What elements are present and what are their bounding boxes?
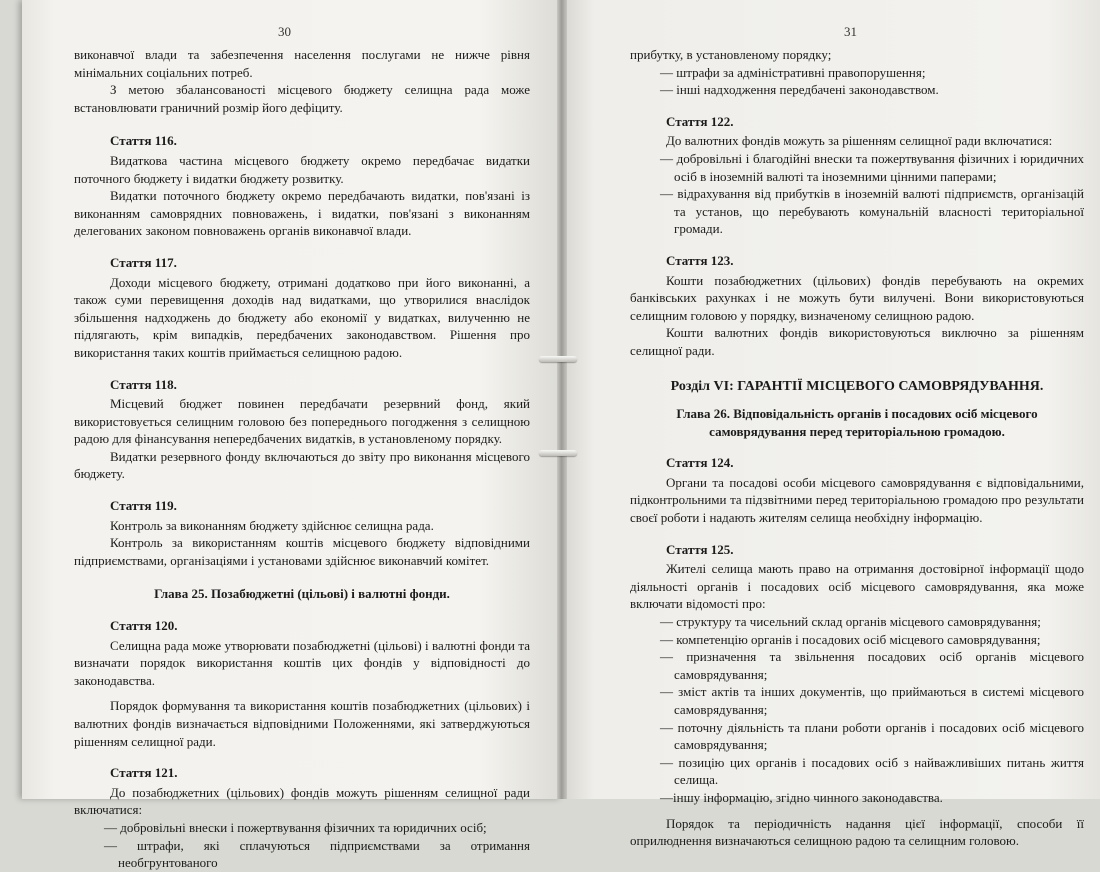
- article-119-paragraph-2: Контроль за використанням коштів місцевого бюджету відповідними підприємствами, організаціями і установами здійснює виконавчий комітет.: [74, 535, 530, 568]
- section-6-heading: Розділ VI: ГАРАНТІЇ МІСЦЕВОГО САМОВРЯДУВАННЯ.: [670, 378, 1044, 394]
- article-120-title: Стаття 120.: [110, 618, 178, 634]
- article-119-title: Стаття 119.: [110, 498, 177, 514]
- left-page: [22, 0, 562, 871]
- binding-stitch-lower: [539, 450, 577, 456]
- article-122-title: Стаття 122.: [666, 113, 734, 129]
- continuation-line-3: — інші надходження передбачені законодавством.: [660, 82, 939, 98]
- article-122-item-2: — відрахування від прибутків в іноземній валюті підприємств, організацій та установ, що перебувають комунальній власності територіальної громади.: [660, 186, 1084, 237]
- article-125-title: Стаття 125.: [666, 541, 734, 557]
- article-116-title: Стаття 116.: [110, 133, 177, 149]
- article-116-paragraph-2: Видатки поточного бюджету окремо передбачають видатки, пов'язані із виконанням самоврядних повноважень, і видатки, пов'язані з виконанням делегованих законом повноважень органів виконавчої влади.: [74, 188, 530, 239]
- article-119-paragraph-1: Контроль за виконанням бюджету здійснює селищна рада.: [110, 517, 434, 533]
- article-125-item-5: — поточну діяльність та плани роботи органів і посадових осіб місцевого самоврядування;: [660, 719, 1084, 753]
- article-117-paragraph-1: Доходи місцевого бюджету, отримані додатково при його виконанні, а також суми перевищення доходів над видатками, що утворилися внаслідок збільшення надходжень до бюджету або економії у видатках, вилученню не підлягають, крім випадків, передбачених законодавством. Рішення про використання таких коштів приймається селищною радою.: [74, 274, 530, 360]
- intro-paragraph-2: З метою збалансованості місцевого бюджету селищна рада може встановлювати граничний розмір його дефіциту.: [74, 82, 530, 115]
- chapter-25-heading: Глава 25. Позабюджетні (цільові) і валютні фонди.: [154, 586, 450, 602]
- article-125-item-4: — зміст актів та інших документів, що приймаються в системі місцевого самоврядування;: [660, 684, 1084, 717]
- article-125-item-6: — позицію цих органів і посадових осіб з найважливіших питань життя селища.: [660, 754, 1084, 788]
- article-120-paragraph-1: Селищна рада може утворювати позабюджетні (цільові) і валютні фонди та визначати порядок використання коштів цих фондів у відповідності до законодавства.: [74, 637, 530, 688]
- right-page: [562, 0, 1100, 849]
- article-122-item-1: — добровільні і благодійні внески та пожертвування фізичних і юридичних осіб в іноземній валюті та іноземними цінними паперами;: [660, 150, 1084, 184]
- continuation-line-1: прибутку, в установленому порядку;: [630, 47, 832, 62]
- article-124-paragraph-1: Органи та посадові особи місцевого самоврядування є відповідальними, підконтрольними та підзвітними перед територіальною громадою про результати своєї роботи і надають жителям селища необхідну інформацію.: [630, 474, 1084, 526]
- article-125-paragraph-2: Порядок та періодичність надання цієї інформації, способи її оприлюднення визначаються селищною радою та селищним головою.: [630, 815, 1084, 849]
- article-118-title: Стаття 118.: [110, 376, 177, 392]
- book-spine: [557, 0, 567, 799]
- article-116-paragraph-1: Видаткова частина місцевого бюджету окремо передбачає видатки поточного бюджету і видатки бюджету розвитку.: [74, 152, 530, 186]
- article-118-paragraph-1: Місцевий бюджет повинен передбачати резервний фонд, який використовується селищним головою без попереднього погодження з селищною радою для фінансування непередбачених видатків, в установленому порядку.: [74, 396, 530, 447]
- article-123-title: Стаття 123.: [666, 252, 734, 268]
- intro-paragraph-1: виконавчої влади та забезпечення населення послугами не нижче рівня мінімальних соціальних потреб.: [74, 47, 530, 80]
- continuation-line-2: — штрафи за адміністративні правопорушення;: [660, 64, 926, 80]
- page-number-right: 31: [844, 24, 857, 39]
- page-number-left: 30: [278, 24, 291, 39]
- article-123-paragraph-2: Кошти валютних фондів використовуються виключно за рішенням селищної ради.: [630, 325, 1084, 358]
- article-121-paragraph-1: До позабюджетних (цільових) фондів можуть рішенням селищної ради включатися:: [74, 784, 530, 818]
- article-118-paragraph-2: Видатки резервного фонду включаються до звіту про виконання місцевого бюджету.: [74, 448, 530, 482]
- left-page-text: [74, 46, 530, 872]
- article-125-item-3: — призначення та звільнення посадових осіб органів місцевого самоврядування;: [660, 649, 1084, 682]
- article-122-paragraph-1: До валютних фондів можуть за рішенням селищної ради включатися:: [666, 133, 1053, 149]
- article-125-item-2: — компетенцію органів і посадових осіб місцевого самоврядування;: [660, 631, 1041, 647]
- article-121-title: Стаття 121.: [110, 765, 178, 781]
- right-page-text: [630, 46, 1084, 850]
- article-123-paragraph-1: Кошти позабюджетних (цільових) фондів перебувають на окремих банківських рахунках і не можуть бути вилучені. Вони використовуються селищним головою у порядку, визначеному селищною радою.: [630, 272, 1084, 323]
- chapter-26-heading: Глава 26. Відповідальність органів і посадових осіб місцевого самоврядування перед територіальною громадою.: [676, 406, 1038, 439]
- article-120-paragraph-2: Порядок формування та використання коштів позабюджетних (цільових) і валютних фондів визначається відповідними Положеннями, які затверджуються рішенням селищної ради.: [74, 698, 530, 749]
- article-121-item-2: — штрафи, які сплачуються підприємствами за отримання необгрунтованого: [104, 837, 530, 871]
- article-124-title: Стаття 124.: [666, 455, 734, 471]
- article-125-paragraph-1: Жителі селища мають право на отримання достовірної інформації щодо діяльності органів і посадових осіб місцевого самоврядування, яка може включати відомості про:: [630, 561, 1084, 612]
- article-121-item-1: — добровільні внески і пожертвування фізичних та юридичних осіб;: [104, 819, 487, 835]
- article-125-item-1: — структуру та чисельний склад органів місцевого самоврядування;: [660, 614, 1041, 630]
- article-117-title: Стаття 117.: [110, 254, 177, 270]
- binding-stitch-upper: [539, 356, 577, 362]
- article-125-item-7: —іншу інформацію, згідно чинного законодавства.: [660, 789, 943, 805]
